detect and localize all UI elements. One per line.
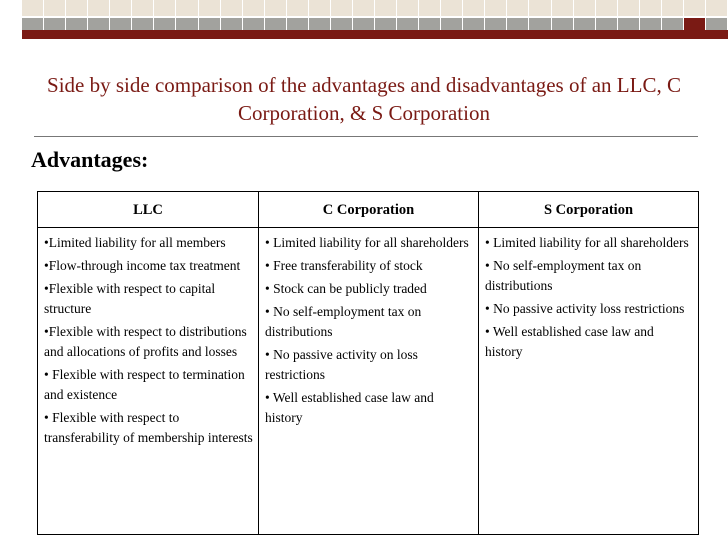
title-divider xyxy=(34,136,698,137)
list-item: • Free transferability of stock xyxy=(265,258,423,273)
advantages-heading: Advantages: xyxy=(31,147,149,172)
list-item: • No passive activity on loss restrictions xyxy=(265,347,418,382)
header-band-top-row xyxy=(22,0,728,17)
list-item: • Flexible with respect to transferability of membership interests xyxy=(44,410,253,445)
list-item: • Flexible with respect to termination and existence xyxy=(44,367,245,402)
header-accent-line xyxy=(22,30,728,39)
list-item: •Flow-through income tax treatment xyxy=(44,258,241,273)
list-item: • Stock can be publicly traded xyxy=(265,281,427,296)
list-item: • Well established case law and history xyxy=(265,390,434,425)
s-corporation-advantages-cell xyxy=(479,228,699,535)
decorative-header-band xyxy=(0,0,728,40)
header-c-corporation: C Corporation xyxy=(259,192,479,228)
header-band-left-gap xyxy=(0,30,22,40)
list-item: • Well established case law and history xyxy=(485,324,654,359)
comparison-table xyxy=(37,191,699,535)
list-item: • Limited liability for all shareholders xyxy=(265,235,469,250)
table-header-row xyxy=(38,192,699,228)
llc-advantages-cell xyxy=(38,228,259,535)
list-item: •Flexible with respect to capital structure xyxy=(44,281,216,316)
list-item: • No self-employment tax on distributions xyxy=(485,258,642,293)
list-item: • Limited liability for all shareholders xyxy=(485,235,689,250)
slide-title: Side by side comparison of the advantages and disadvantages of an LLC, C Corporation, & S Corporation xyxy=(47,73,681,125)
list-item: • No self-employment tax on distributions xyxy=(265,304,422,339)
header-llc: LLC xyxy=(38,192,259,228)
table-row xyxy=(38,228,699,535)
c-corporation-advantages-cell xyxy=(259,228,479,535)
header-band-bottom-row xyxy=(22,18,728,30)
header-s-corporation: S Corporation xyxy=(479,192,699,228)
list-item: •Limited liability for all members xyxy=(44,235,226,250)
list-item: • No passive activity loss restrictions xyxy=(485,301,685,316)
list-item: •Flexible with respect to distributions and allocations of profits and losses xyxy=(44,324,247,359)
